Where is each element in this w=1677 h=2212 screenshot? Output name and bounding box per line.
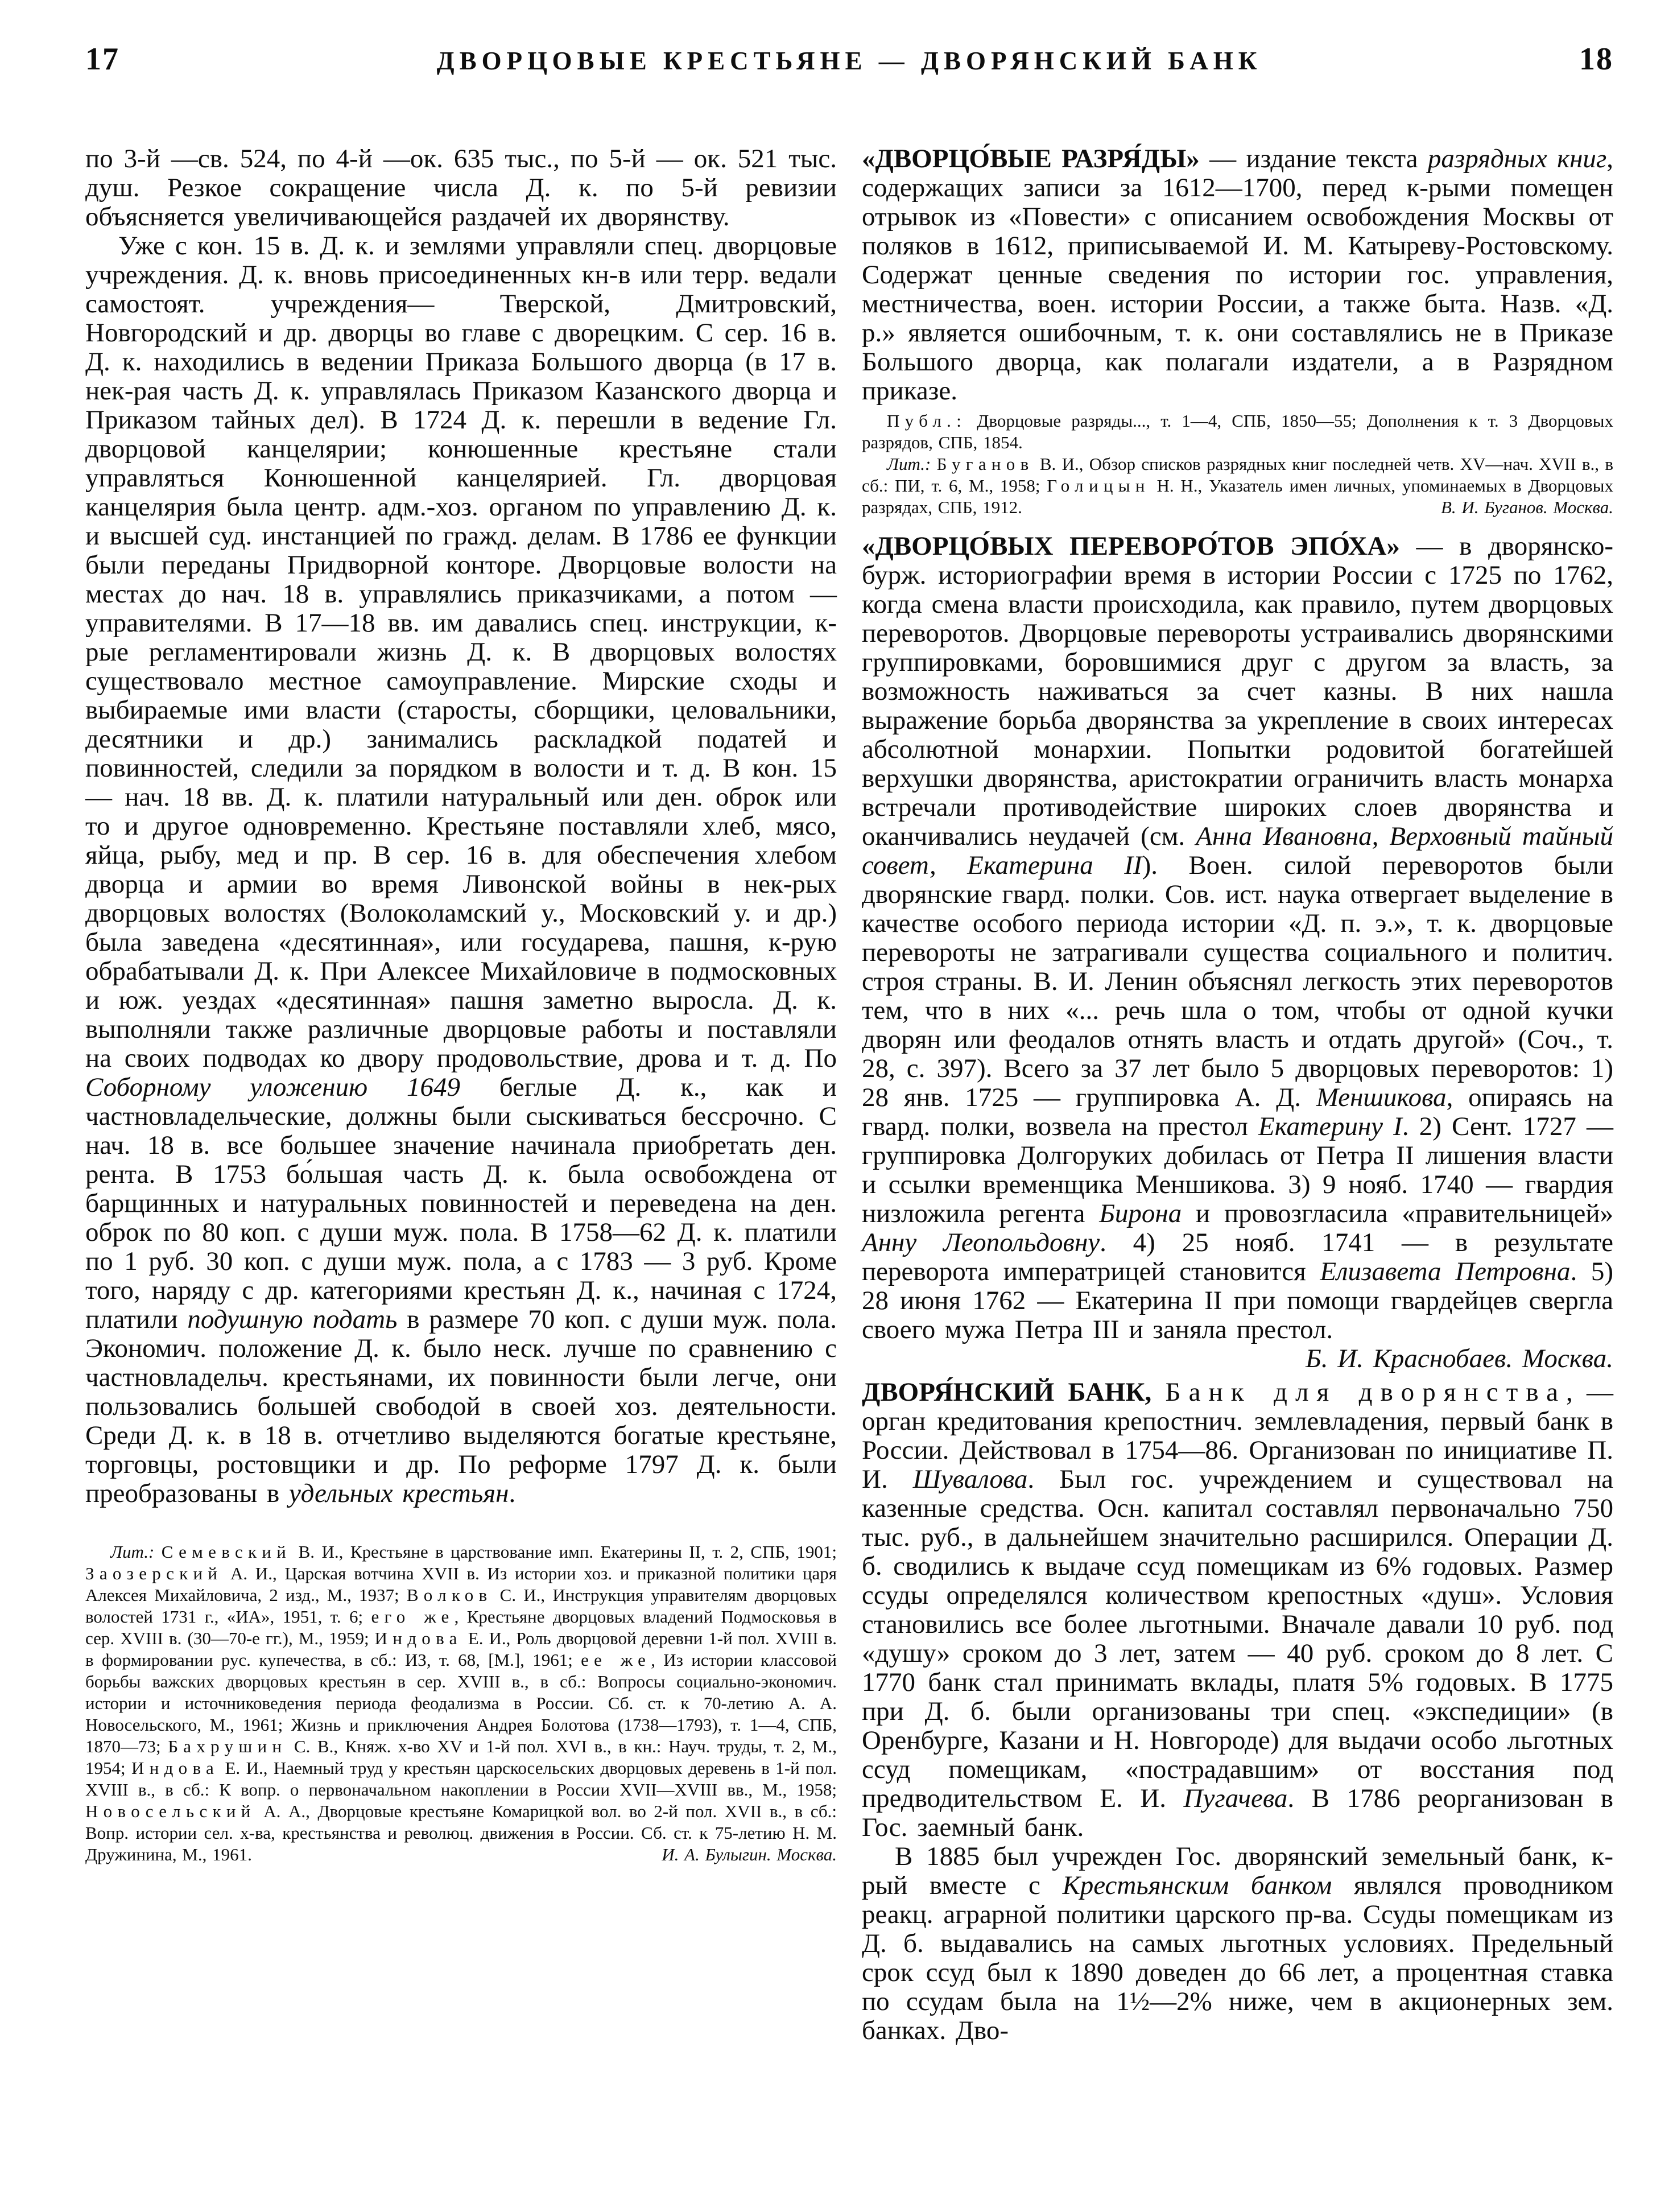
text-run [1151,1377,1165,1407]
literature-dvortsovye-razryady [862,453,1613,518]
text-run: — в дворянско-бурж. историографии время в истории России с 1725 по 1762, когда смена власти происходила, как правило, путем дворцовых переворотов. Дворцовые перевороты устраивались дворянскими группировками, боровшимися друг с другом за власть, за возможность наживаться за счет казны. В них нашла выражение борьба дворянства за укрепление в своих интересах абсолютной монархии. Попытки родовитой богатейшей верхушки дворянства, аристократии ограничить власть монарха встречали противодействие широких слоев дворянства и оканчивались неудачей (см. [862,531,1613,851]
text-run: Голицын [1047,476,1150,496]
text-run: Семевский [161,1542,292,1562]
text-run: Екатерину I [1258,1112,1402,1141]
text-run: Анну Леопольдовну [862,1228,1100,1257]
text-run: в размере 70 коп. с души муж. пола. Экономич. положение Д. к. было неск. лучше по сравнению с частновладельч. крестьянами, их повинности были легче, они пользовались большей свободой в своей хоз. деятельности. Среди Д. к. в 18 в. отчетливо выделяются богатые крестьяне, торговцы, ростовщики и др. По реформе 1797 Д. к. были преобразованы в [85,1305,837,1508]
text-run: по 3-й —св. 524, по 4-й —ок. 635 тыс., по 5-й — ок. 521 тыс. душ. Резкое сокращение числа Д. к. по 5-й ревизии объясняется увеличивающейся раздачей их дворянству. [85,144,837,232]
text-run: Дворцовые разряды..., т. 1—4, СПБ, 1850—55; Дополнения к т. 3 Дворцовых разрядов, СПБ, 1854. [862,411,1613,452]
text-run: . 2) Сент. 1727 — группировка Долгоруких добилась от Петра II лишения власти и ссылки временщика Меншикова. 3) 9 нояб. 1740 — гвардия низложила регента [862,1112,1614,1228]
author-signature: И. А. Булыгин. Москва. [662,1844,837,1864]
page-number-right: 18 [1579,42,1613,77]
page-number-left: 17 [85,42,119,77]
text-run [931,454,936,474]
author-signature: В. И. Буганов. Москва. [1440,497,1613,517]
text-run: и провозгласила «правительницей» [1182,1199,1613,1228]
text-run: Лит.: [887,454,931,474]
text-run: подушную подать [187,1305,398,1334]
text-run: . Был гос. учреждением и существовал на казенные средства. Осн. капитал составлял первоначально 750 тыс. руб., в дальнейшем значительно расширился. Операции Д. б. сводились к выдаче ссуд помещикам из 6% годовых. Размер ссуды определялся количеством крепостных «душ». Условия становились все более льготными. Вначале давали 10 руб. под «душу» сроком до 3 лет, затем — 40 руб. сроком до 8 лет. С 1770 банк стал принимать вклады, платя 5% годовых. В 1775 при Д. б. были организованы три спец. «экспедиции» (в Оренбурге, Казани и Н. Новгороде) для выдачи особо льготных ссуд помещикам, «пострадавшим» от восстания под предводительством Е. И. [862,1464,1613,1813]
text-run: Меншикова [1316,1083,1447,1112]
literature-palace-peasants [85,1541,837,1866]
article-dvortsovykh-perevorotov-epokha [862,532,1613,1373]
headword: ДВОРЯ́НСКИЙ БАНК, [862,1377,1152,1407]
text-run: Заозерский [85,1563,223,1583]
text-run: А. И., Царская вотчина XVII в. Из истории хоз. и приказной политики царя Алексея Михайловича, 2 изд., М., 1937; [85,1563,837,1605]
text-run: Е. И., Наемный труд у крестьян царскосельских дворцовых деревень в 1-й пол. XVIII в., в сб.: К вопр. о первоначальном накоплении в России XVII—XVIII вв., М., 1958; [85,1758,837,1800]
article-dvortsovye-razryady [862,145,1613,406]
text-run: Соборному уложению 1649 [85,1072,460,1102]
text-run: Бахрушин [168,1736,287,1756]
text-run: беглые Д. к., как и частновладельческие, должны были сыскиваться бессрочно. С нач. 18 в. все большее значение начинала приобретать ден. рента. В 1753 бо́льшая часть Д. к. была освобождена от барщинных и натуральных повинностей и переведена на ден. оброк по 80 коп. с души муж. пола. В 1758—62 Д. к. платили по 1 руб. 30 коп. с души муж. пола, а с 1783 — 3 руб. Кроме того, наряду с др. категориями крестьян Д. к., начиная с 1724, платили [85,1072,837,1334]
text-run: В. И., Крестьяне в царствование имп. Екатерины II, т. 2, СПБ, 1901; [291,1542,837,1562]
text-run: Шувалова [912,1464,1028,1494]
text-run: Буганов [936,454,1034,474]
text-run: С. И., Инструкция управителям дворцовых волостей 1731 г., «ИА», 1951, т. 6; [85,1585,837,1627]
text-run: В. И., Обзор списков разрядных книг последней четв. XV—нач. XVII в., в сб.: ПИ, т. 6, М., 1958; [862,454,1613,496]
headword: «ДВОРЦО́ВЫЕ РАЗРЯ́ДЫ» [862,144,1200,174]
text-run: его же [371,1607,455,1627]
text-run: С. В., Княж. х-во XV и 1-й пол. XVI в., в кн.: Науч. труды, т. 2, М., 1954; [85,1736,837,1778]
text-run: , Крестьяне дворцовых владений Подмосковья в сер. XVIII в. (30—70-е гг.), М., 1959; [85,1607,837,1648]
page-header [85,41,1613,77]
running-title: ДВОРЦОВЫЕ КРЕСТЬЯНЕ — ДВОРЯНСКИЙ БАНК [436,47,1262,75]
text-run: являлся проводником реакц. аграрной политики царского пр-ва. Ссуды помещикам из Д. б. выдавались на самых льготных условиях. Предельный срок ссуд был к 1890 доведен до 66 лет, а процентная ставка по ссудам была на 1½—2% ниже, чем в акционерных зем. банках. Дво- [862,1871,1613,2045]
text-run: Банк для дворянства [1165,1377,1567,1407]
text-run: Н. Н., Указатель имен личных, упоминаемых в Дворцовых разрядах, СПБ, 1912. [862,476,1613,517]
text-run: Крестьянским банком [1062,1871,1332,1900]
left-column [85,145,837,2045]
text-run: . В 1786 реорганизован в Гос. заемный банк. [862,1784,1613,1842]
text-run: . 5) 28 июня 1762 — Екатерина II при помощи гвардейцев свергла своего мужа Петра III и заняла престол. [862,1257,1613,1344]
paragraph-palace-peasants-administration [85,232,837,1508]
right-column [862,145,1613,2045]
headword: «ДВОРЦО́ВЫХ ПЕРЕВОРО́ТОВ ЭПО́ХА» [862,531,1400,561]
text-run: Индова [131,1758,220,1778]
text-run: ). Воен. силой переворотов были дворянские гвард. полки. Сов. ист. наука отвергает выделение в качестве особого периода истории «Д. п. э.», т. к. дворцовые перевороты не затрагивали существа социального и политич. строя страны. В. И. Ленин объяснял легкость этих переворотов тем, что в них «... речь шла о том, чтобы от одной кучки дворян или феодалов отнять власть и отдать другой» (Соч., т. 28, с. 397). Всего за 37 лет было 5 дворцовых переворотов: 1) 28 янв. 1725 — группировка А. Д. [862,851,1613,1112]
text-run: Волков [406,1585,493,1605]
text-run: А. А., Дворцовые крестьяне Комарицкой вол. во 2-й пол. XVII в., в сб.: Вопр. истории сел. х-ва, крестьянства и революц. движения в России. Сб. ст. к 75-летию Н. М. Дружинина, М., 1961. [85,1801,837,1864]
publications-dvortsovye-razryady [862,410,1613,453]
text-run [154,1542,161,1562]
text-run: Индова [374,1628,462,1648]
text-run: Уже с кон. 15 в. Д. к. и землями управляли спец. дворцовые учреждения. Д. к. вновь присоединенных кн-в или терр. ведали самостоят. учреждения— Тверской, Дмитровский, Новгородский и др. дворцы во главе с дворецким. С сер. 16 в. Д. к. находились в ведении Приказа Большого дворца (в 17 в. нек-рая часть Д. к. управлялась Приказом Казанского дворца и Приказом тайных дел). В 1724 Д. к. перешли в ведение Гл. дворцовой канцелярии; конюшенные крестьяне стали управляться Конюшенной канцелярией. Гл. дворцовая канцелярия была центр. адм.-хоз. органом по управлению Д. к. и высшей суд. инстанцией по гражд. делам. В 1786 ее функции были переданы Придворной конторе. Дворцовые волости на местах до нач. 18 в. управлялись приказчиками, а потом — управителями. В 17—18 вв. им давались спец. инструкции, к-рые регламентировали жизнь Д. к. В дворцовых волостях существовало местное самоуправление. Мирские сходы и выбираемые ими власти (старосты, сборщики, целовальники, десятники и др.) занимались раскладкой податей и повинностей, следили за порядком в волости и т. д. В кон. 15 — нач. 18 вв. Д. к. платили натуральный или ден. оброк или то и другое одновременно. Крестьяне поставляли хлеб, мясо, яйца, рыбу, мед и пр. В сер. 16 в. для обеспечения хлебом дворца и армии во время Ливонской войны в нек-рых дворцовых волостях (Волоколамский у., Московский у. и др.) была заведена «десятинная», или государева, пашня, к-рую обрабатывали Д. к. При Алексее Михайловиче в подмосковных и юж. уездах «десятинная» пашня заметно выросла. Д. к. выполняли также различные дворцовые работы и поставляли на своих подводах ко двору продовольствие, дрова и т. д. По [85,231,837,1073]
text-run: Бирона [1099,1199,1182,1228]
author-signature: Б. И. Краснобаев. Москва. [1306,1344,1613,1373]
text-run: . [509,1479,516,1508]
text-run: , Из истории классовой борьбы важских дворцовых крестьян в сер. XVIII в., в сб.: Вопросы социально-экономич. истории и источниковедения периода феодализма в России. Сб. ст. к 70-летию А. А. Новосельского, М., 1961; Жизнь и приключения Андрея Болотова (1738—1793), т. 1—4, СПБ, 1870—73; [85,1650,837,1756]
text-run: Е. И., Роль дворцовой деревни 1-й пол. XVIII в. в формировании рус. купечества, в сб.: ИЗ, т. 68, [М.], 1961; [85,1628,837,1670]
two-column-layout [85,145,1613,2045]
paragraph-revision-figures [85,145,837,232]
text-run: ее же [581,1650,651,1670]
article-dvoryansky-bank [862,1378,1613,1842]
text-run: — издание текста [1199,144,1428,174]
text-run: Лит.: [110,1542,155,1562]
text-run: , — орган кредитования крепостнич. землевладения, первый банк в России. Действовал в 1754—86. Организован по инициативе П. И. [862,1377,1613,1494]
text-run: удельных крестьян [288,1479,509,1508]
text-run: Публ.: [887,411,967,431]
paragraph-bank-1885 [862,1842,1613,2045]
text-run: Пугачева [1183,1784,1288,1813]
text-run: Елизавета Петровна [1320,1257,1571,1286]
text-run: . 4) 25 нояб. 1741 — в результате переворота императрицей становится [862,1228,1614,1286]
text-run: , содержащих записи за 1612—1700, перед к-рыми помещен отрывок из «Повести» с описанием освобождения Москвы от поляков в 1612, приписываемой И. М. Катыреву-Ростовскому. Содержат ценные сведения по истории гос. управления, местничества, воен. истории России, а также быта. Назв. «Д. р.» является ошибочным, т. к. они составлялись не в Приказе Большого дворца, как полагали издатели, а в Разрядном приказе. [862,144,1613,406]
text-run: Анна Ивановна, Верховный тайный совет, Екатерина II [862,822,1614,880]
text-run: , опираясь на гвард. полки, возвела на престол [862,1083,1613,1141]
text-run: В 1885 был учрежден Гос. дворянский земельный банк, к-рый вместе с [862,1842,1613,1900]
text-run: Новосельский [85,1801,256,1821]
text-run: разрядных книг [1427,144,1607,174]
